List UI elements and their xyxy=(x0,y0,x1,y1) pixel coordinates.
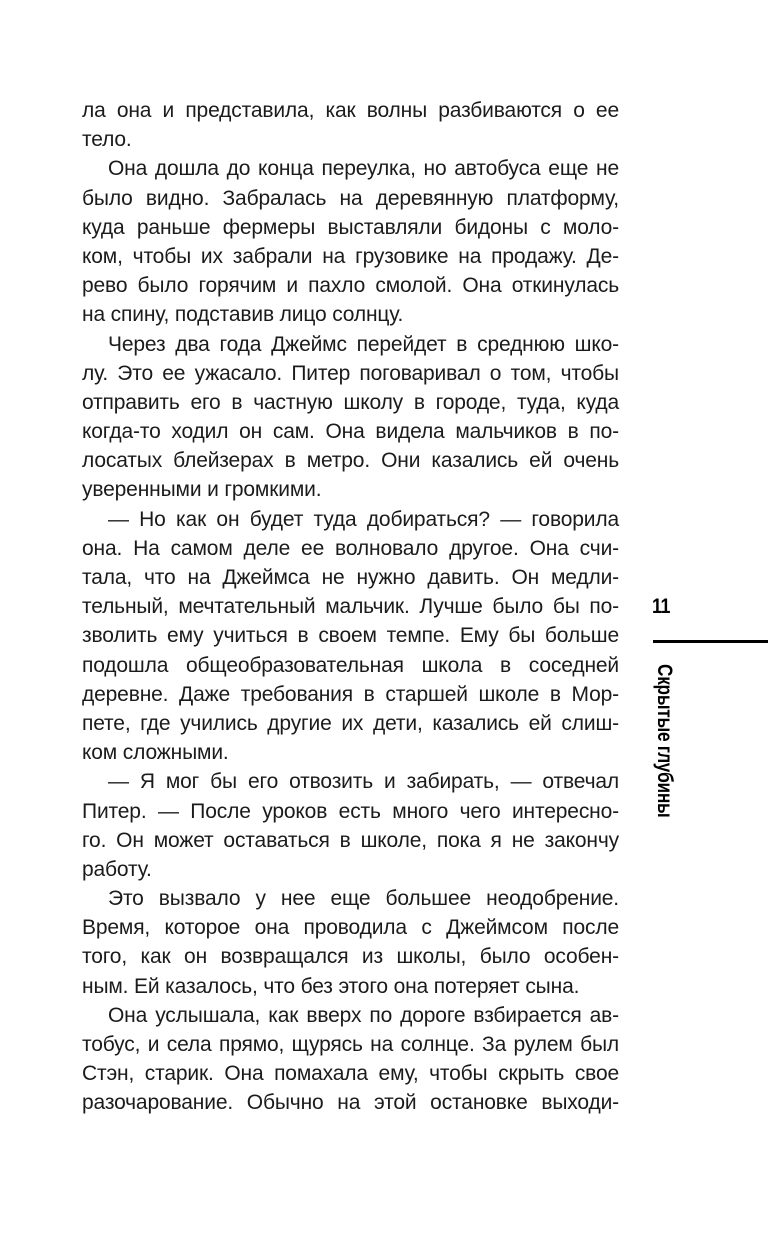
text-line: Это вызвало у нее еще большее неодобрение. xyxy=(108,887,619,911)
text-line: на спину, подставив лицо солнцу. xyxy=(82,303,404,327)
text-line: подошла общеобразовательная школа в соседней xyxy=(82,653,619,677)
text-line: она. На самом деле ее волновало другое. Она счи- xyxy=(82,536,619,560)
text-line: пете, где учились другие их дети, казались ей слиш- xyxy=(82,711,619,735)
book-title-text: Скрытые глубины xyxy=(653,664,676,818)
text-line: ком, чтобы их забрали на грузовике на продажу. Де- xyxy=(82,244,619,268)
text-line: рево было горячим и пахло смолой. Она откинулась xyxy=(82,274,619,298)
paragraph xyxy=(82,96,619,154)
paragraph xyxy=(82,330,619,505)
paragraph xyxy=(82,154,619,329)
text-line: разочарование. Обычно на этой остановке выходи- xyxy=(82,1091,619,1115)
text-line: Она услышала, как вверх по дороге взбирается ав- xyxy=(108,1003,619,1027)
text-line: — Но как он будет туда добираться? — говорила xyxy=(108,507,619,531)
text-line: зволить ему учиться в своем темпе. Ему бы больше xyxy=(82,624,619,648)
text-line: куда раньше фермеры выставляли бидоны с моло- xyxy=(82,215,619,239)
text-line: когда-то ходил он сам. Она видела мальчиков в по- xyxy=(82,420,619,444)
page-number xyxy=(652,596,673,618)
paragraph xyxy=(82,505,619,768)
text-column xyxy=(82,96,619,1118)
text-line: ным. Ей казалось, что без этого она потеряет сына. xyxy=(82,974,580,998)
text-line: тело. xyxy=(82,128,132,152)
text-line: ком сложными. xyxy=(82,741,229,765)
text-line: Через два года Джеймс перейдет в среднюю шко- xyxy=(108,332,619,356)
paragraph xyxy=(82,767,619,884)
text-line: тельный, мечтательный мальчик. Лучше было бы по- xyxy=(82,595,619,619)
page-number-text: 11 xyxy=(652,595,671,618)
text-line: Время, которое она проводила с Джеймсом после xyxy=(82,916,619,940)
text-line: было видно. Забралась на деревянную платформу, xyxy=(82,186,619,210)
text-line: лу. Это ее ужасало. Питер поговаривал о том, чтобы xyxy=(82,361,619,385)
text-line: работу. xyxy=(82,857,152,881)
text-line: тобус, и села прямо, щурясь на солнце. За рулем был xyxy=(82,1033,619,1056)
text-line: отправить его в частную школу в городе, туда, куда xyxy=(82,390,619,414)
paragraph xyxy=(82,884,619,1001)
text-line: деревне. Даже требования в старшей школе в Мор- xyxy=(82,682,619,706)
text-line: го. Он может оставаться в школе, пока я не закончу xyxy=(82,828,619,852)
text-line: тала, что на Джеймса не нужно давить. Он медли- xyxy=(82,566,619,589)
text-line: ла она и представила, как волны разбиваются о ее xyxy=(82,99,619,122)
text-line: того, как он возвращался из школы, было особен- xyxy=(82,945,619,969)
text-line: — Я мог бы его отвозить и забирать, — отвечал xyxy=(108,770,619,794)
text-line: лосатых блейзерах в метро. Они казались ей очень xyxy=(82,449,619,473)
text-line: Стэн, старик. Она помахала ему, чтобы скрыть свое xyxy=(82,1062,619,1086)
paragraph xyxy=(82,1001,619,1118)
text-line: Питер. — После уроков есть много чего интересно- xyxy=(82,799,619,823)
book-title-vertical xyxy=(651,664,677,851)
text-line: Она дошла до конца переулка, но автобуса еще не xyxy=(108,157,619,181)
text-line: уверенными и громкими. xyxy=(82,478,322,502)
separator-rule xyxy=(653,640,768,643)
